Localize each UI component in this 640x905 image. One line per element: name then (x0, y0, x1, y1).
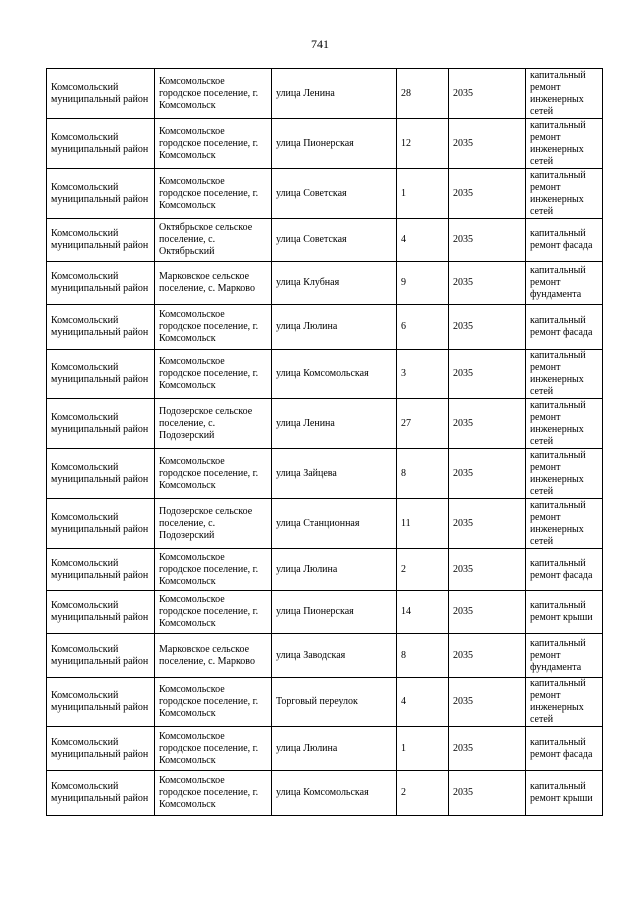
house-number-cell: 3 (397, 350, 449, 399)
year-cell: 2035 (449, 634, 526, 678)
street-cell: улица Ленина (272, 69, 397, 119)
table-row (47, 678, 603, 727)
table-row (47, 634, 603, 678)
table-row (47, 771, 603, 816)
street-cell: улица Люлина (272, 305, 397, 350)
housing-repair-table (46, 68, 603, 816)
house-number-cell: 9 (397, 262, 449, 305)
district-cell: Комсомольский муниципальный район (47, 591, 155, 634)
street-cell: улица Станционная (272, 499, 397, 549)
work-type-cell: капитальный ремонт инженерных сетей (526, 499, 603, 549)
work-type-cell: капитальный ремонт фасада (526, 305, 603, 350)
table-row (47, 69, 603, 119)
settlement-cell: Марковское сельское поселение, с. Марково (155, 262, 272, 305)
year-cell: 2035 (449, 119, 526, 169)
year-cell: 2035 (449, 449, 526, 499)
settlement-cell: Подозерское сельское поселение, с. Подозерский (155, 399, 272, 449)
table-row (47, 449, 603, 499)
work-type-cell: капитальный ремонт инженерных сетей (526, 350, 603, 399)
table-row (47, 119, 603, 169)
district-cell: Комсомольский муниципальный район (47, 305, 155, 350)
table-row (47, 219, 603, 262)
district-cell: Комсомольский муниципальный район (47, 771, 155, 816)
year-cell: 2035 (449, 350, 526, 399)
settlement-cell: Комсомольское городское поселение, г. Комсомольск (155, 350, 272, 399)
street-cell: улица Заводская (272, 634, 397, 678)
year-cell: 2035 (449, 399, 526, 449)
settlement-cell: Подозерское сельское поселение, с. Подозерский (155, 499, 272, 549)
table-row (47, 499, 603, 549)
work-type-cell: капитальный ремонт фасада (526, 549, 603, 591)
work-type-cell: капитальный ремонт крыши (526, 771, 603, 816)
house-number-cell: 12 (397, 119, 449, 169)
house-number-cell: 4 (397, 678, 449, 727)
district-cell: Комсомольский муниципальный район (47, 69, 155, 119)
year-cell: 2035 (449, 305, 526, 350)
table-row (47, 305, 603, 350)
house-number-cell: 2 (397, 549, 449, 591)
work-type-cell: капитальный ремонт фундамента (526, 634, 603, 678)
street-cell: улица Пионерская (272, 591, 397, 634)
settlement-cell: Комсомольское городское поселение, г. Комсомольск (155, 119, 272, 169)
table-row (47, 591, 603, 634)
work-type-cell: капитальный ремонт инженерных сетей (526, 449, 603, 499)
district-cell: Комсомольский муниципальный район (47, 262, 155, 305)
year-cell: 2035 (449, 219, 526, 262)
district-cell: Комсомольский муниципальный район (47, 634, 155, 678)
district-cell: Комсомольский муниципальный район (47, 119, 155, 169)
table-row (47, 727, 603, 771)
year-cell: 2035 (449, 771, 526, 816)
table-row (47, 350, 603, 399)
work-type-cell: капитальный ремонт инженерных сетей (526, 169, 603, 219)
settlement-cell: Комсомольское городское поселение, г. Комсомольск (155, 771, 272, 816)
year-cell: 2035 (449, 499, 526, 549)
street-cell: Торговый переулок (272, 678, 397, 727)
house-number-cell: 8 (397, 449, 449, 499)
work-type-cell: капитальный ремонт фасада (526, 727, 603, 771)
settlement-cell: Марковское сельское поселение, с. Марково (155, 634, 272, 678)
house-number-cell: 1 (397, 727, 449, 771)
house-number-cell: 6 (397, 305, 449, 350)
year-cell: 2035 (449, 678, 526, 727)
street-cell: улица Ленина (272, 399, 397, 449)
district-cell: Комсомольский муниципальный район (47, 678, 155, 727)
house-number-cell: 28 (397, 69, 449, 119)
table-row (47, 549, 603, 591)
settlement-cell: Комсомольское городское поселение, г. Комсомольск (155, 449, 272, 499)
street-cell: улица Советская (272, 169, 397, 219)
district-cell: Комсомольский муниципальный район (47, 727, 155, 771)
table-row (47, 262, 603, 305)
house-number-cell: 8 (397, 634, 449, 678)
settlement-cell: Комсомольское городское поселение, г. Комсомольск (155, 549, 272, 591)
year-cell: 2035 (449, 262, 526, 305)
work-type-cell: капитальный ремонт инженерных сетей (526, 69, 603, 119)
settlement-cell: Комсомольское городское поселение, г. Комсомольск (155, 678, 272, 727)
table-row (47, 169, 603, 219)
house-number-cell: 4 (397, 219, 449, 262)
year-cell: 2035 (449, 69, 526, 119)
settlement-cell: Комсомольское городское поселение, г. Комсомольск (155, 727, 272, 771)
house-number-cell: 11 (397, 499, 449, 549)
settlement-cell: Комсомольское городское поселение, г. Комсомольск (155, 169, 272, 219)
street-cell: улица Люлина (272, 727, 397, 771)
district-cell: Комсомольский муниципальный район (47, 399, 155, 449)
house-number-cell: 2 (397, 771, 449, 816)
year-cell: 2035 (449, 549, 526, 591)
house-number-cell: 27 (397, 399, 449, 449)
district-cell: Комсомольский муниципальный район (47, 449, 155, 499)
work-type-cell: капитальный ремонт инженерных сетей (526, 678, 603, 727)
district-cell: Комсомольский муниципальный район (47, 219, 155, 262)
house-number-cell: 14 (397, 591, 449, 634)
street-cell: улица Советская (272, 219, 397, 262)
year-cell: 2035 (449, 591, 526, 634)
street-cell: улица Зайцева (272, 449, 397, 499)
house-number-cell: 1 (397, 169, 449, 219)
street-cell: улица Комсомольская (272, 350, 397, 399)
page-number: 741 (311, 37, 329, 51)
table-row (47, 399, 603, 449)
street-cell: улица Пионерская (272, 119, 397, 169)
settlement-cell: Комсомольское городское поселение, г. Комсомольск (155, 305, 272, 350)
settlement-cell: Комсомольское городское поселение, г. Комсомольск (155, 591, 272, 634)
year-cell: 2035 (449, 727, 526, 771)
work-type-cell: капитальный ремонт инженерных сетей (526, 119, 603, 169)
district-cell: Комсомольский муниципальный район (47, 549, 155, 591)
street-cell: улица Комсомольская (272, 771, 397, 816)
street-cell: улица Люлина (272, 549, 397, 591)
settlement-cell: Октябрьское сельское поселение, с. Октябрьский (155, 219, 272, 262)
table-body (47, 69, 603, 816)
work-type-cell: капитальный ремонт инженерных сетей (526, 399, 603, 449)
street-cell: улица Клубная (272, 262, 397, 305)
year-cell: 2035 (449, 169, 526, 219)
district-cell: Комсомольский муниципальный район (47, 350, 155, 399)
district-cell: Комсомольский муниципальный район (47, 169, 155, 219)
district-cell: Комсомольский муниципальный район (47, 499, 155, 549)
work-type-cell: капитальный ремонт крыши (526, 591, 603, 634)
settlement-cell: Комсомольское городское поселение, г. Комсомольск (155, 69, 272, 119)
work-type-cell: капитальный ремонт фасада (526, 219, 603, 262)
work-type-cell: капитальный ремонт фундамента (526, 262, 603, 305)
